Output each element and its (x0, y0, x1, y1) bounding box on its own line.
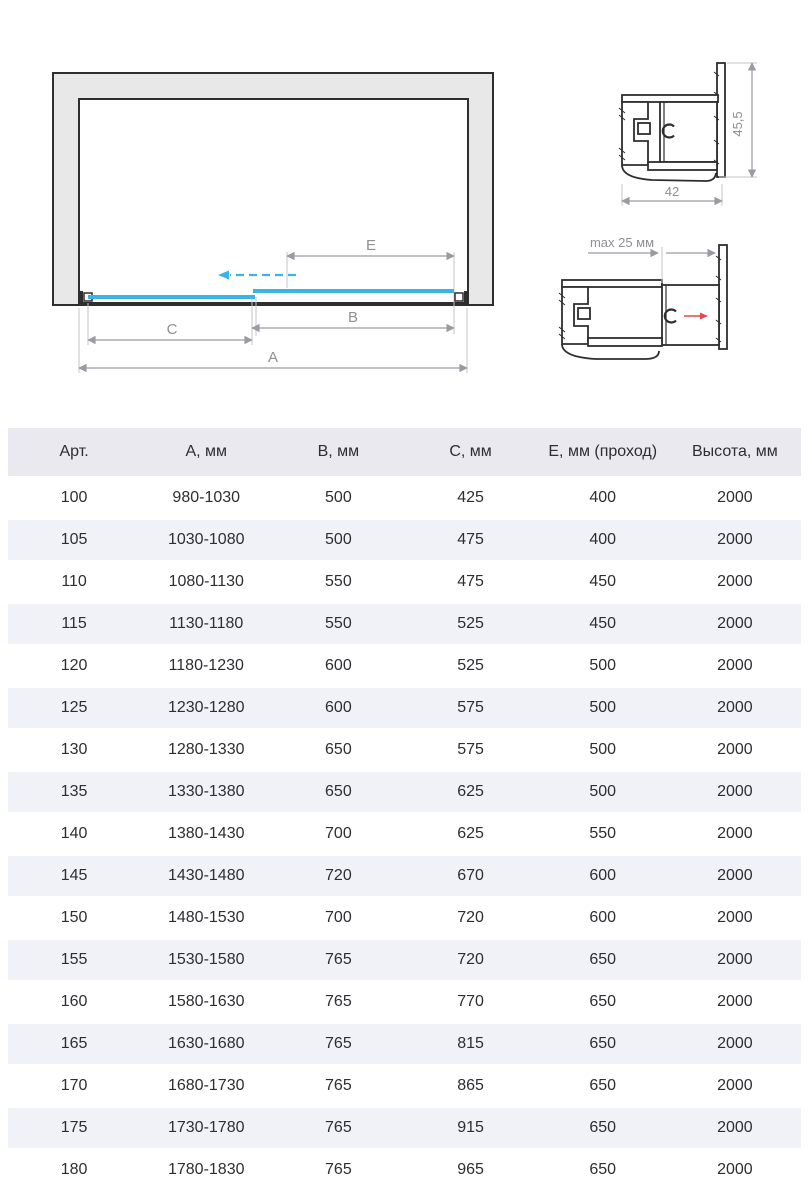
technical-diagram (0, 0, 809, 420)
col-header-b: В, мм (272, 428, 404, 477)
table-cell: 2000 (717, 573, 753, 590)
table-cell: 765 (325, 1035, 352, 1052)
table-cell: 720 (457, 951, 484, 968)
table-cell: 1530-1580 (167, 951, 245, 968)
dimension-a (79, 349, 467, 368)
table-cell: 1480-1530 (167, 909, 245, 926)
profile-section-extended (559, 245, 727, 359)
table-cell: 650 (589, 993, 617, 1010)
table-cell: 2000 (717, 1035, 753, 1052)
table-cell: 650 (325, 783, 352, 800)
dim-label-b: B (347, 309, 359, 326)
table-cell: 650 (589, 1119, 617, 1136)
table-cell: 2000 (717, 1077, 753, 1094)
table-header-row (8, 428, 801, 477)
table-row (8, 561, 801, 603)
table-cell: 450 (589, 573, 617, 590)
table-cell: 1030-1080 (167, 531, 245, 548)
table-cell: 2000 (717, 909, 753, 926)
table-cell: 765 (325, 1161, 352, 1178)
table-cell: 2000 (717, 489, 753, 506)
table-cell: 1230-1280 (167, 699, 245, 716)
diagram-svg (0, 0, 809, 420)
table-row (8, 687, 801, 729)
table-cell: 525 (457, 615, 484, 632)
table-cell: 650 (589, 1035, 617, 1052)
table-row (8, 645, 801, 687)
table-cell: 525 (457, 657, 484, 674)
table-cell: 865 (457, 1077, 484, 1094)
table-cell: 2000 (717, 741, 753, 758)
dimension-b (252, 309, 454, 328)
table-cell: 915 (457, 1119, 484, 1136)
table-row (8, 519, 801, 561)
table-row (8, 981, 801, 1023)
table-cell: 140 (60, 825, 88, 842)
table-row (8, 939, 801, 981)
table-row (8, 603, 801, 645)
table-cell: 2000 (717, 615, 753, 632)
table-row (8, 1065, 801, 1107)
table-cell: 815 (457, 1035, 484, 1052)
table-cell: 550 (325, 615, 352, 632)
table-cell: 600 (589, 867, 617, 884)
front-view-drawing (53, 73, 493, 373)
table-cell: 1080-1130 (168, 573, 244, 590)
table-cell: 720 (325, 867, 352, 884)
dim-label-a: A (267, 349, 279, 366)
table-cell: 105 (60, 531, 88, 548)
table-cell: 650 (325, 741, 352, 758)
col-header-art: Арт. (8, 428, 140, 477)
table-cell: 550 (325, 573, 352, 590)
table-cell: 500 (589, 699, 617, 716)
profile2-top-arm (562, 280, 662, 287)
table-cell: 475 (457, 531, 484, 548)
profile1-top-arm (622, 95, 718, 102)
table-cell: 120 (60, 657, 88, 674)
table-body (8, 477, 801, 1190)
table-cell: 600 (589, 909, 617, 926)
table-cell: 500 (325, 489, 352, 506)
table-cell: 2000 (717, 1161, 753, 1178)
table-cell: 130 (60, 741, 88, 758)
table-cell: 575 (457, 741, 484, 758)
profile2-bottom-arm (588, 338, 662, 346)
profile-section-closed (619, 63, 725, 181)
table-cell: 700 (325, 825, 352, 842)
table-cell: 475 (457, 573, 484, 590)
table-row (8, 1107, 801, 1149)
table-cell: 170 (60, 1077, 88, 1094)
table-cell: 670 (457, 867, 484, 884)
table-row (8, 771, 801, 813)
table-cell: 1680-1730 (167, 1077, 245, 1094)
table-cell: 700 (325, 909, 352, 926)
dim-label-c: C (166, 321, 178, 338)
profile2-flange (719, 245, 727, 349)
table-cell: 165 (60, 1035, 88, 1052)
col-header-height: Высота, мм (669, 428, 801, 477)
table-cell: 765 (325, 951, 352, 968)
table-row (8, 813, 801, 855)
col-header-c: С, мм (404, 428, 536, 477)
wall-bracket-right (455, 291, 468, 303)
table-cell: 1730-1780 (167, 1119, 245, 1136)
table-row (8, 1023, 801, 1065)
table-cell: 2000 (717, 951, 753, 968)
table-cell: 145 (60, 867, 88, 884)
table-row (8, 897, 801, 939)
dimensions-table (8, 428, 801, 1190)
table-cell: 175 (60, 1119, 88, 1136)
table-cell: 500 (589, 657, 617, 674)
table-cell: 400 (589, 489, 617, 506)
table-cell: 1630-1680 (167, 1035, 245, 1052)
table-cell: 2000 (717, 1119, 753, 1136)
profile1-chamber (660, 102, 717, 162)
table-cell: 2000 (717, 993, 753, 1010)
table-cell: 650 (589, 1077, 617, 1094)
table-row (8, 729, 801, 771)
table-cell: 100 (60, 489, 88, 506)
table-cell: 110 (61, 573, 87, 590)
table-cell: 625 (457, 783, 484, 800)
table-cell: 400 (589, 531, 617, 548)
table-cell: 1780-1830 (167, 1161, 245, 1178)
table-cell: 2000 (717, 531, 753, 548)
table-cell: 150 (60, 909, 88, 926)
table-cell: 1430-1480 (167, 867, 245, 884)
col-header-a: А, мм (140, 428, 272, 477)
table-cell: 720 (457, 909, 484, 926)
table-row (8, 1149, 801, 1190)
table-cell: 135 (60, 783, 88, 800)
profile1-bottom-arm (648, 162, 717, 170)
table-cell: 500 (325, 531, 352, 548)
table-cell: 765 (325, 1077, 352, 1094)
table-cell: 650 (589, 951, 617, 968)
table-cell: 965 (457, 1161, 484, 1178)
profile1-tongue (638, 123, 650, 134)
table-cell: 2000 (717, 783, 753, 800)
table-row (8, 855, 801, 897)
profile2-chamber (662, 285, 719, 345)
dimension-c (88, 321, 252, 340)
dim-label-max-adjust: max 25 мм (589, 235, 655, 250)
table-cell: 600 (325, 699, 352, 716)
table-cell: 2000 (717, 657, 753, 674)
table-cell: 770 (457, 993, 484, 1010)
table-cell: 160 (60, 993, 88, 1010)
table-cell: 155 (60, 951, 88, 968)
table-cell: 425 (457, 489, 484, 506)
table-cell: 1280-1330 (167, 741, 245, 758)
table-cell: 550 (589, 825, 617, 842)
table-cell: 2000 (717, 825, 753, 842)
table-cell: 115 (61, 615, 87, 632)
table-cell: 625 (457, 825, 484, 842)
table-cell: 125 (60, 699, 88, 716)
dim-label-height: 45,5 (730, 111, 745, 137)
table-cell: 180 (60, 1161, 88, 1178)
table-cell: 2000 (717, 867, 753, 884)
table-cell: 650 (589, 1161, 617, 1178)
table-cell: 980-1030 (172, 489, 241, 506)
table-cell: 765 (325, 1119, 352, 1136)
col-header-e: Е, мм (проход) (537, 428, 669, 477)
table-cell: 575 (457, 699, 484, 716)
door-opening (79, 99, 468, 303)
table-cell: 765 (325, 993, 352, 1010)
dim-label-width: 42 (664, 184, 680, 199)
table-cell: 1180-1230 (168, 657, 244, 674)
table-cell: 1130-1180 (169, 615, 244, 632)
table-cell: 1580-1630 (167, 993, 245, 1010)
table-cell: 600 (325, 657, 352, 674)
table-cell: 500 (589, 783, 617, 800)
profile2-tongue (578, 308, 590, 319)
dim-label-e: E (365, 237, 377, 254)
table-row (8, 477, 801, 519)
table-cell: 500 (589, 741, 617, 758)
table-header (8, 428, 801, 477)
table-cell: 2000 (717, 699, 753, 716)
table-cell: 450 (589, 615, 617, 632)
table-cell: 1380-1430 (167, 825, 245, 842)
table-cell: 1330-1380 (167, 783, 245, 800)
